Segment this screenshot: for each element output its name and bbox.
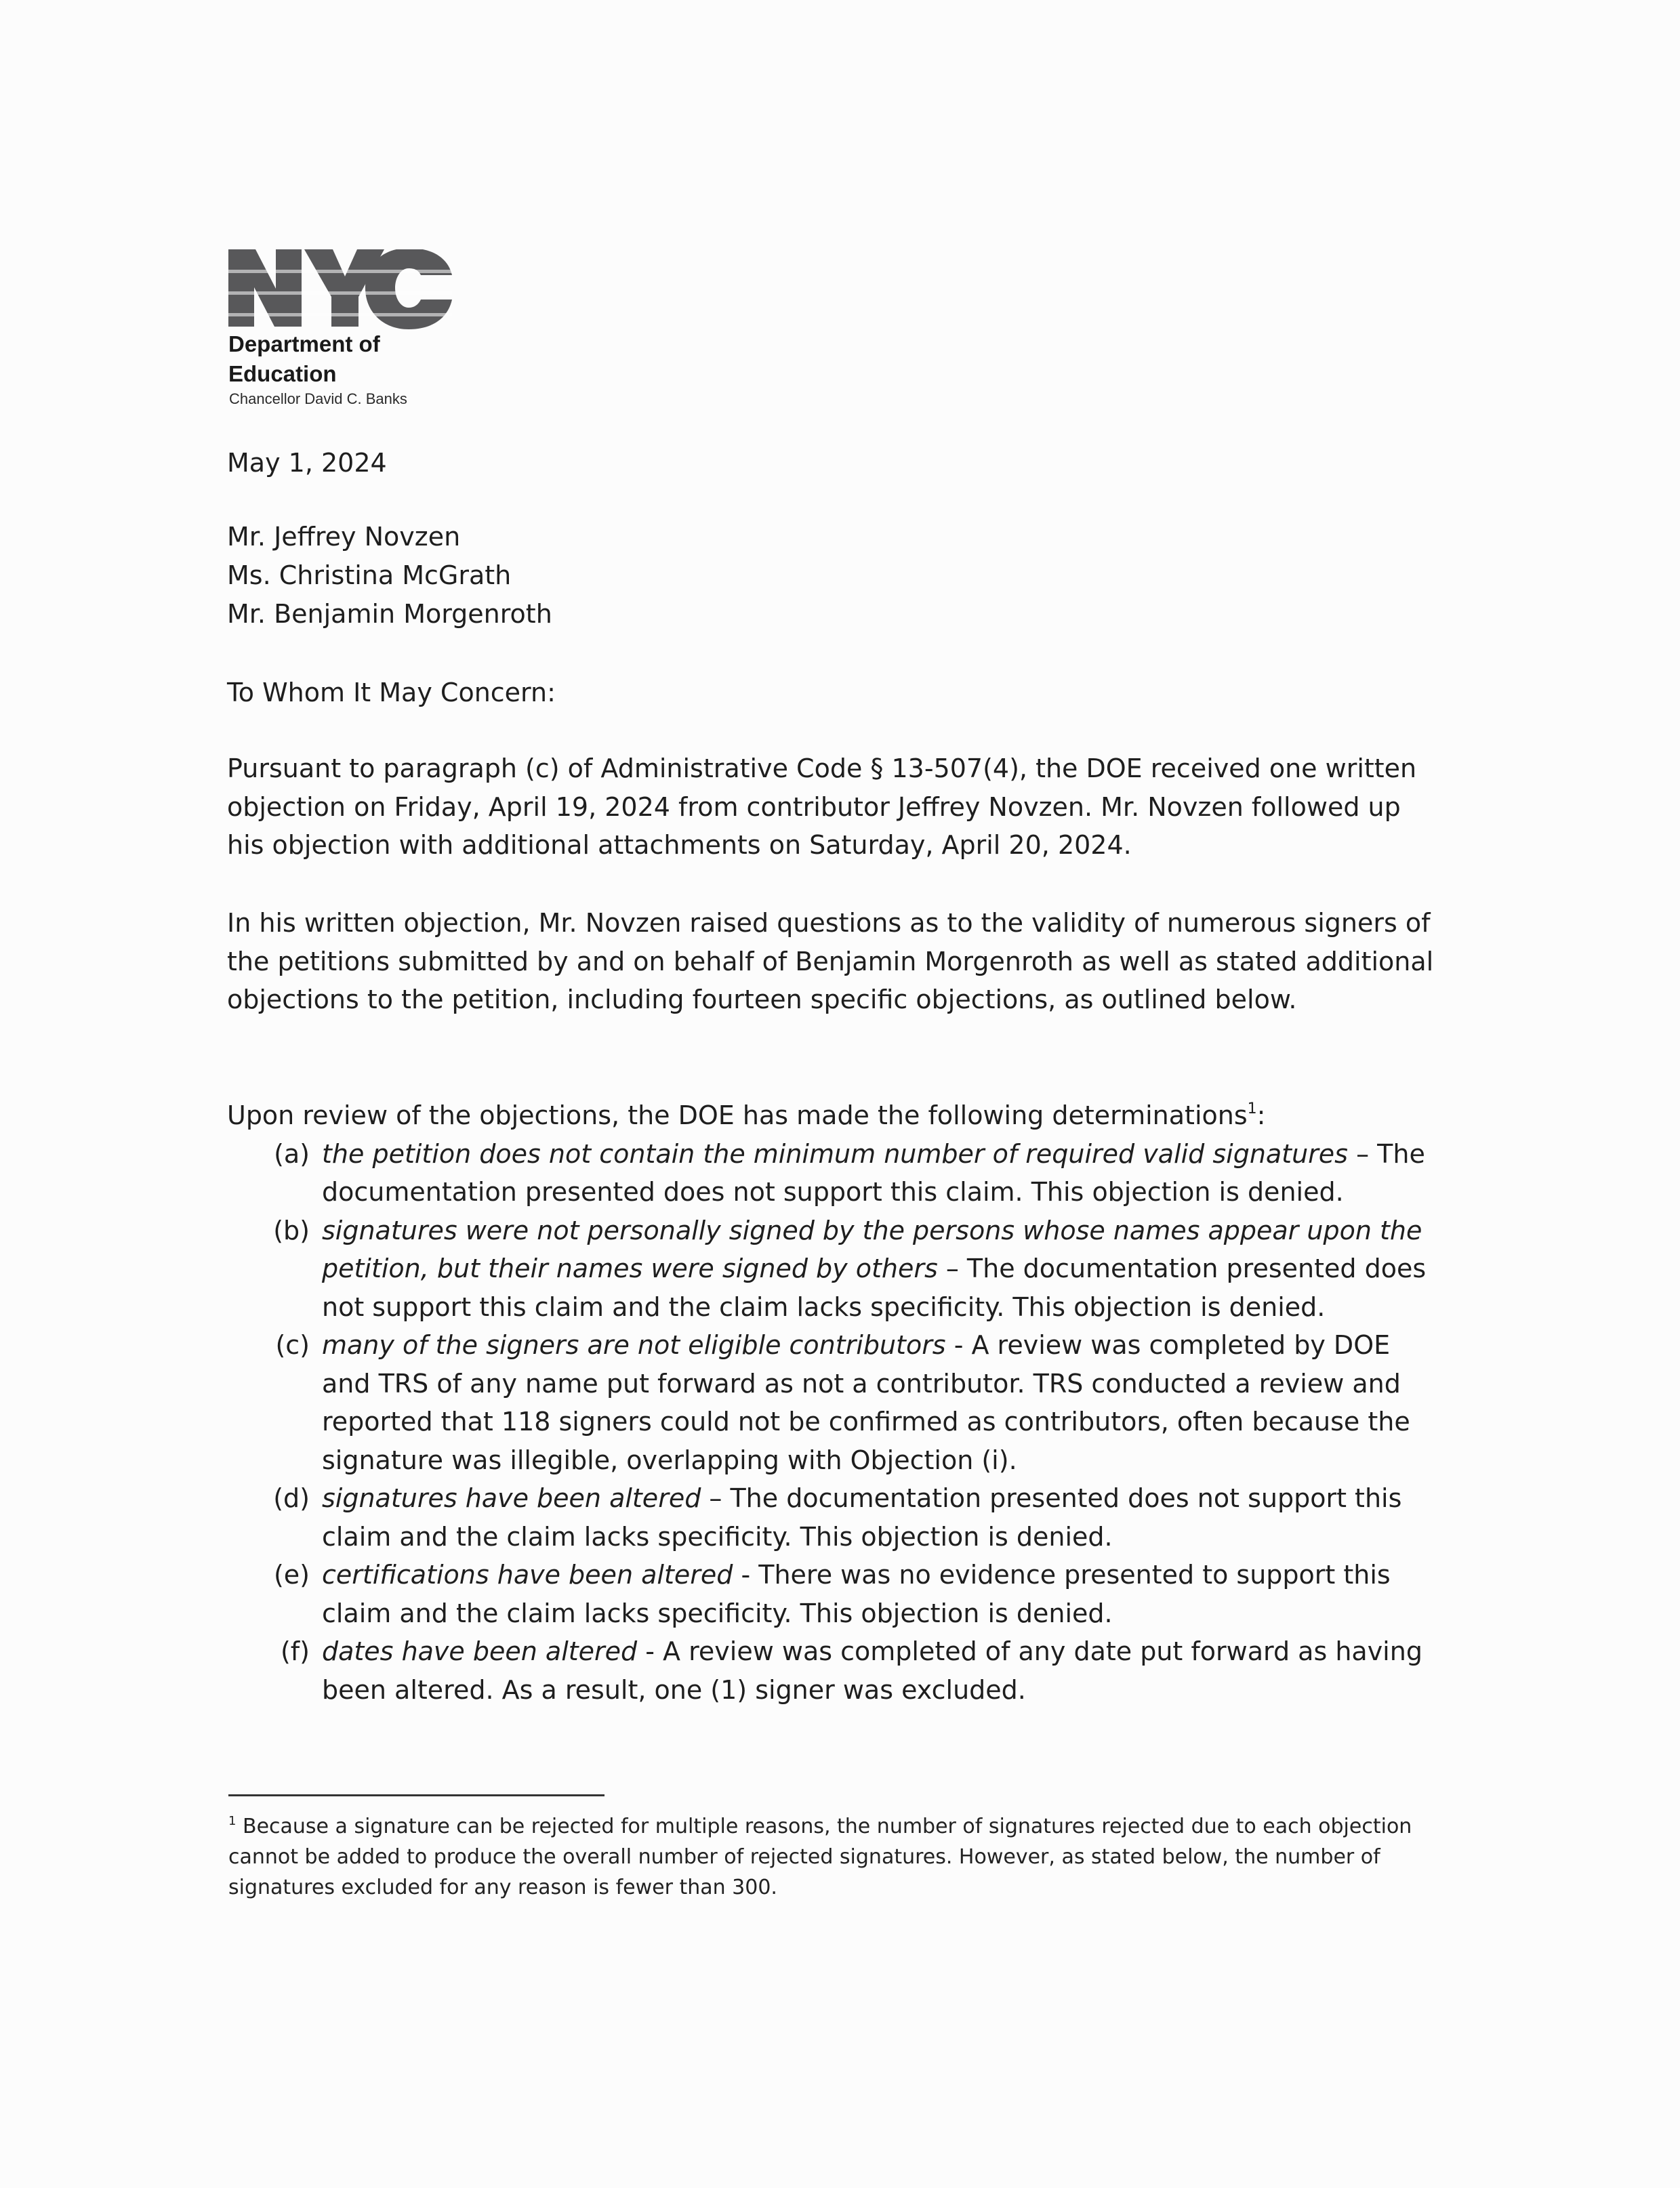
objection-response: – The documentation presented does not support this claim. This objection is denied. xyxy=(322,1138,1425,1207)
objection-text xyxy=(322,1556,1440,1632)
objection-text xyxy=(322,1479,1440,1556)
objection-response: - A review was completed of any date put forward as having been altered. As a result, one (1) signer was excluded. xyxy=(322,1636,1422,1705)
objection-item xyxy=(227,1135,1440,1212)
objection-response: - There was no evidence presented to support this claim and the claim lacks specificity. This objection is denied. xyxy=(322,1560,1391,1628)
determinations-colon: : xyxy=(1256,1100,1266,1130)
footnote-marker: 1 xyxy=(228,1814,237,1828)
recipient: Mr. Jeffrey Novzen xyxy=(227,522,461,552)
footnote xyxy=(228,1811,1448,1903)
objection-item xyxy=(227,1479,1440,1556)
objection-text xyxy=(322,1135,1440,1212)
chancellor-line: Chancellor David C. Banks xyxy=(229,390,407,407)
footnote-text: Because a signature can be rejected for multiple reasons, the number of signatures rejected due to each objection cannot be added to produce the overall number of rejected signatures. However, as stated below, the number of signatures excluded for any reason is fewer than 300. xyxy=(228,1815,1412,1899)
objection-letter: (c) xyxy=(275,1330,310,1360)
objection-item xyxy=(227,1556,1440,1632)
recipient: Mr. Benjamin Morgenroth xyxy=(227,599,552,629)
objection-text xyxy=(322,1212,1440,1327)
footnote-reference: 1 xyxy=(1247,1100,1257,1117)
objection-response: – The documentation presented does not support this claim and the claim lacks specificity. This objection is denied. xyxy=(322,1483,1402,1552)
objection-letter: (e) xyxy=(273,1560,310,1590)
objection-item xyxy=(227,1212,1440,1327)
objection-claim: signatures were not personally signed by the persons whose names appear upon the petition, but their names were signed by others xyxy=(322,1215,1422,1283)
paragraph-objection-summary: In his written objection, Mr. Novzen raised questions as to the validity of numerous signers of the petitions submitted by and on behalf of Benjamin Morgenroth as well as stated additional objections to the petition, including fourteen specific objections, as outlined below. xyxy=(227,908,1434,1014)
objection-item xyxy=(227,1632,1440,1709)
objection-letter: (a) xyxy=(274,1138,310,1169)
department-line-1: Department of xyxy=(228,331,380,356)
objection-claim: the petition does not contain the minimum number of required valid signatures xyxy=(322,1138,1348,1169)
objection-text xyxy=(322,1326,1440,1479)
objection-claim: many of the signers are not eligible contributors xyxy=(322,1330,946,1360)
objection-claim: certifications have been altered xyxy=(322,1560,733,1590)
objection-response: - A review was completed by DOE and TRS of any name put forward as not a contributor. TRS conducted a review and reported that 118 signers could not be confirmed as contributors, often because the signature was illegible, overlapping with Objection (i). xyxy=(322,1330,1410,1475)
department-name xyxy=(228,329,380,389)
objection-claim: dates have been altered xyxy=(322,1636,638,1666)
objection-letter: (b) xyxy=(273,1215,310,1245)
department-line-2: Education xyxy=(228,361,337,386)
objection-claim: signatures have been altered xyxy=(322,1483,701,1513)
letter-date: May 1, 2024 xyxy=(227,448,387,478)
recipient: Ms. Christina McGrath xyxy=(227,560,512,590)
objection-letter: (d) xyxy=(273,1483,310,1513)
determinations-intro xyxy=(227,1096,1440,1135)
recipient-list xyxy=(227,518,552,634)
nyc-logo xyxy=(228,249,452,332)
paragraph-determinations xyxy=(227,1096,1440,1709)
objection-item xyxy=(227,1326,1440,1479)
paragraph-objection-received: Pursuant to paragraph (c) of Administrative Code § 13-507(4), the DOE received one written objection on Friday, April 19, 2024 from contributor Jeffrey Novzen. Mr. Novzen followed up his objection with additional attachments on Saturday, April 20, 2024. xyxy=(227,754,1417,860)
objection-text xyxy=(322,1632,1440,1709)
footnote-divider xyxy=(228,1794,605,1796)
objection-response: – The documentation presented does not support this claim and the claim lacks specificity. This objection is denied. xyxy=(322,1254,1427,1322)
salutation: To Whom It May Concern: xyxy=(227,678,556,707)
determinations-intro-text: Upon review of the objections, the DOE has made the following determinations xyxy=(227,1100,1248,1130)
objection-letter: (f) xyxy=(280,1636,310,1666)
objection-list xyxy=(227,1135,1440,1710)
